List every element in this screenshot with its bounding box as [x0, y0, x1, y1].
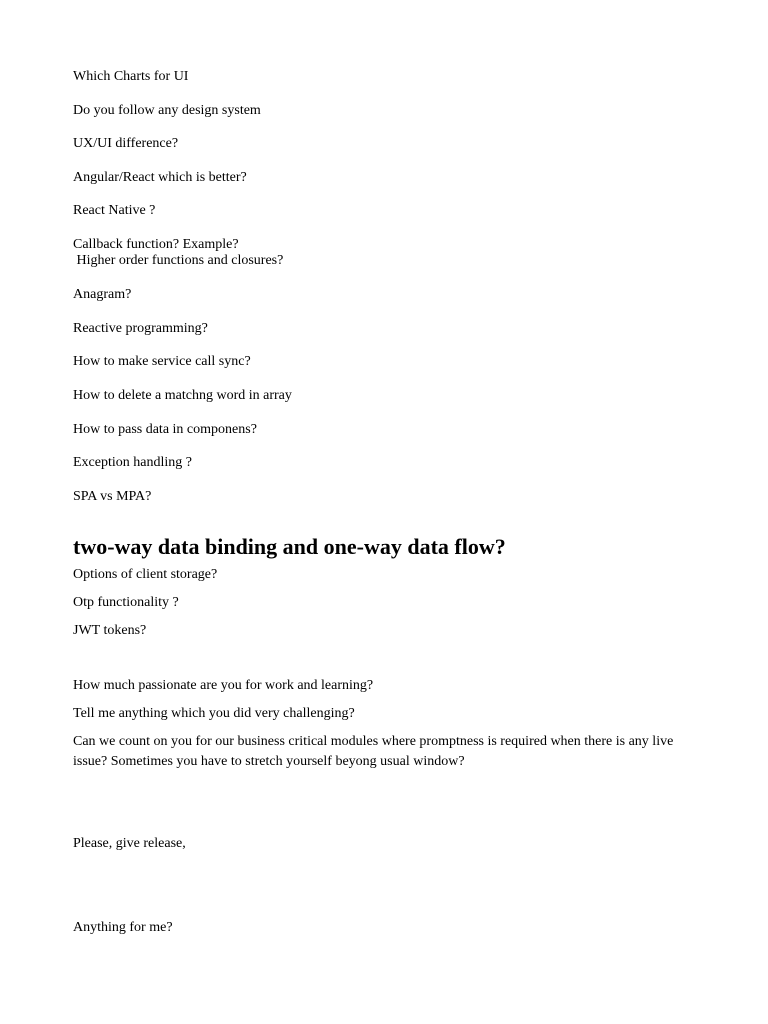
question-line: How much passionate are you for work and learning?	[73, 678, 374, 693]
section-heading: two-way data binding and one-way data flow?	[73, 534, 506, 559]
question-line: Otp functionality ?	[73, 595, 179, 610]
question-line: SPA vs MPA?	[73, 489, 152, 504]
question-line: Which Charts for UI	[73, 69, 189, 84]
question-line: React Native ?	[73, 203, 156, 218]
question-line: Angular/React which is better?	[73, 170, 247, 185]
question-line: Tell me anything which you did very challenging?	[73, 706, 355, 721]
question-line: Do you follow any design system	[73, 103, 261, 118]
closing-line: Please, give release,	[73, 836, 186, 851]
question-line: Callback function? Example?	[73, 237, 239, 252]
question-line: Options of client storage?	[73, 567, 218, 582]
question-line: How to delete a matchng word in array	[73, 388, 292, 403]
question-line: Reactive programming?	[73, 321, 208, 336]
question-line: JWT tokens?	[73, 623, 147, 638]
question-line: Higher order functions and closures?	[73, 253, 284, 268]
question-line: How to pass data in componens?	[73, 422, 257, 437]
question-line: UX/UI difference?	[73, 136, 179, 151]
final-line: Anything for me?	[73, 920, 173, 935]
question-paragraph: Can we count on you for our business critical modules where promptness is required when there is any live issue? Sometimes you have to stretch yourself beyong usual window?	[73, 734, 674, 769]
question-line: Exception handling ?	[73, 455, 192, 470]
question-line: How to make service call sync?	[73, 354, 251, 369]
question-line: Anagram?	[73, 287, 132, 302]
